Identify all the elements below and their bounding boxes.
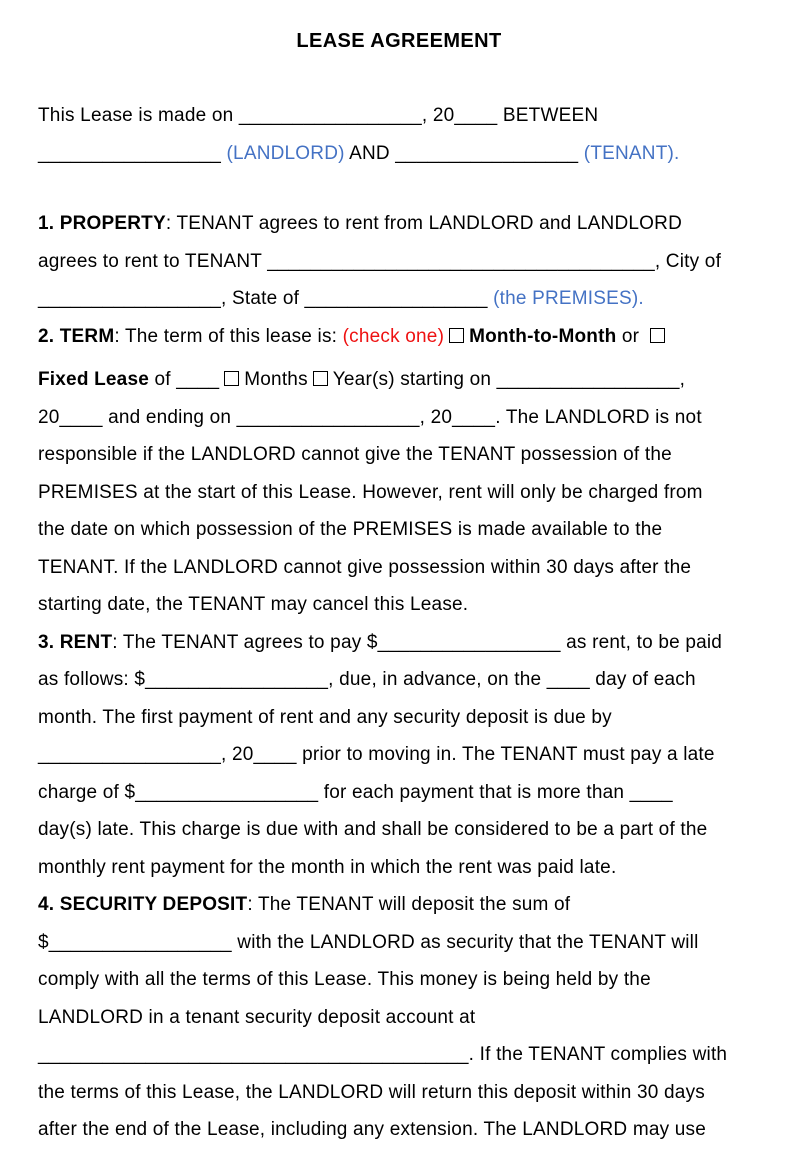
rent-line-5: charge of $_________________ for each payment that is more than ____ — [38, 781, 673, 803]
fixed-lease-checkbox[interactable] — [650, 328, 665, 343]
document-title: LEASE AGREEMENT — [296, 30, 502, 52]
term-line-7: TENANT. If the LANDLORD cannot give possession within 30 days after the — [38, 556, 692, 578]
section-security-deposit — [38, 886, 760, 1149]
document-body — [38, 205, 760, 1149]
text-segment: Months — [244, 369, 308, 390]
landlord-label: (LANDLORD) — [226, 142, 345, 164]
property-line-2: agrees to rent to TENANT ____________________________________, City of — [38, 250, 722, 272]
text-segment: or — [616, 325, 645, 347]
section-property — [38, 205, 760, 318]
property-line-3 — [38, 280, 760, 318]
term-line-4: responsible if the LANDLORD cannot give the TENANT possession of the — [38, 444, 672, 465]
rent-line-2: as follows: $_________________, due, in advance, on the ____ day of each — [38, 669, 696, 690]
text-segment: : The TENANT will deposit the sum of — [247, 894, 571, 915]
months-checkbox[interactable] — [224, 371, 239, 386]
intro-paragraph — [38, 97, 760, 172]
tenant-label: (TENANT). — [583, 142, 680, 164]
rent-line-6: day(s) late. This charge is due with and shall be considered to be a part of the — [38, 819, 708, 840]
section-rent — [38, 624, 760, 887]
term-line-1 — [38, 318, 760, 356]
rent-line-4: _________________, 20____ prior to moving in. The TENANT must pay a late — [38, 744, 715, 765]
deposit-line-2: $_________________ with the LANDLORD as security that the TENANT will — [38, 931, 699, 953]
rent-line-7: monthly rent payment for the month in which the rent was paid late. — [38, 856, 617, 878]
section-heading: 1. PROPERTY — [38, 213, 166, 234]
intro-line-2 — [38, 135, 760, 173]
term-line-2 — [38, 361, 760, 399]
section-heading: 2. TERM — [38, 325, 115, 347]
property-line-1 — [38, 205, 760, 243]
term-line-6: the date on which possession of the PREMISES is made available to the — [38, 519, 663, 540]
section-heading: 3. RENT — [38, 631, 113, 653]
text-segment: : The term of this lease is: — [114, 325, 343, 347]
deposit-line-5: ________________________________________. If the TENANT complies with — [38, 1044, 728, 1065]
text-segment: Year(s) starting on _________________, — [332, 369, 686, 390]
intro-line-1: This Lease is made on _________________, 20____ BETWEEN — [38, 105, 599, 126]
text-segment: _________________, State of _________________ — [38, 288, 494, 309]
fixed-lease-option: Fixed Lease — [38, 369, 149, 390]
text-segment: AND _________________ — [344, 142, 584, 164]
month-to-month-option: Month-to-Month — [469, 325, 617, 347]
premises-label: (the PREMISES). — [493, 288, 644, 309]
deposit-line-3: comply with all the terms of this Lease. This money is being held by the — [38, 969, 651, 990]
text-segment: : The TENANT agrees to pay $_________________ as rent, to be paid — [112, 631, 723, 653]
rent-line-1 — [38, 624, 760, 662]
section-term — [38, 318, 760, 624]
term-line-5: PREMISES at the start of this Lease. However, rent will only be charged from — [38, 481, 703, 503]
section-heading: 4. SECURITY DEPOSIT — [38, 894, 248, 915]
landlord-name-blank: _________________ — [38, 142, 227, 164]
term-line-3: 20____ and ending on _________________, 20____. The LANDLORD is not — [38, 406, 702, 428]
check-one-note: (check one) — [342, 325, 445, 347]
term-line-8: starting date, the TENANT may cancel this Lease. — [38, 594, 469, 615]
text-segment: of ____ — [148, 369, 220, 390]
deposit-line-4: LANDLORD in a tenant security deposit account at — [38, 1006, 476, 1028]
month-to-month-checkbox[interactable] — [449, 328, 464, 343]
rent-line-3: month. The first payment of rent and any security deposit is due by — [38, 706, 612, 728]
deposit-line-7: after the end of the Lease, including any extension. The LANDLORD may use — [38, 1119, 707, 1140]
text-segment: : TENANT agrees to rent from LANDLORD and LANDLORD — [165, 213, 682, 234]
deposit-line-1 — [38, 886, 760, 924]
deposit-line-6: the terms of this Lease, the LANDLORD will return this deposit within 30 days — [38, 1081, 705, 1103]
years-checkbox[interactable] — [313, 371, 328, 386]
